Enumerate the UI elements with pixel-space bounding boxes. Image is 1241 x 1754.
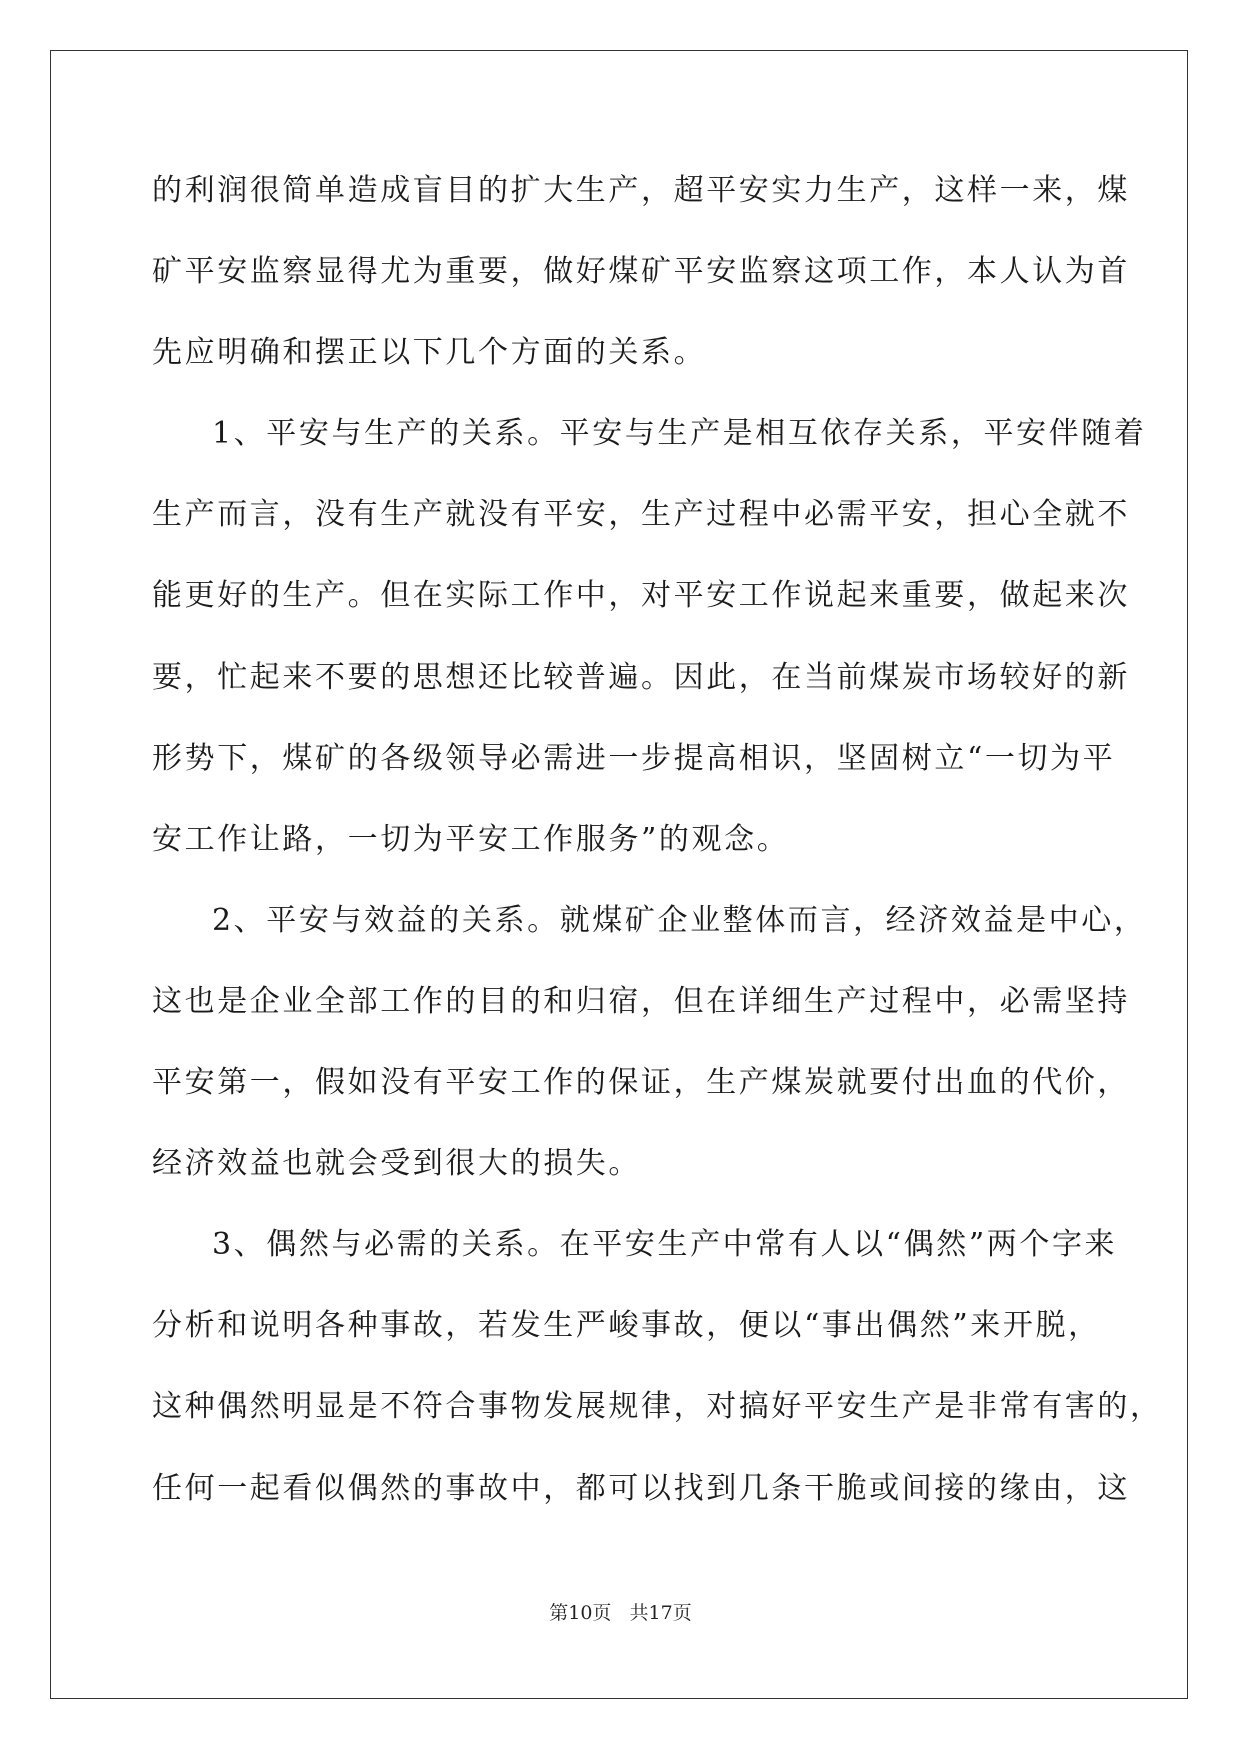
text-line: 形势下，煤矿的各级领导必需进一步提高相识，坚固树立“一切为平 (152, 740, 1116, 776)
text-line: 1、平安与生产的关系。平安与生产是相互依存关系，平安伴随着 (212, 416, 1147, 452)
text-line: 这种偶然明显是不符合事物发展规律，对搞好平安生产是非常有害的， (152, 1389, 1163, 1425)
text-line: 先应明确和摆正以下几个方面的关系。 (152, 335, 707, 371)
document-body (152, 150, 1163, 1529)
text-line: 任何一起看似偶然的事故中，都可以找到几条干脆或间接的缘由，这 (152, 1470, 1130, 1506)
text-line: 这也是企业全部工作的目的和归宿，但在详细生产过程中，必需坚持 (152, 983, 1130, 1019)
text-line: 2、平安与效益的关系。就煤矿企业整体而言，经济效益是中心， (212, 902, 1147, 938)
text-line: 要，忙起来不要的思想还比较普遍。因此，在当前煤炭市场较好的新 (152, 659, 1130, 695)
text-line: 生产而言，没有生产就没有平安，生产过程中必需平安，担心全就不 (152, 497, 1130, 533)
text-line: 3、偶然与必需的关系。在平安生产中常有人以“偶然”两个字来 (212, 1227, 1118, 1263)
text-line: 经济效益也就会受到很大的损失。 (152, 1146, 641, 1182)
text-line: 能更好的生产。但在实际工作中，对平安工作说起来重要，做起来次 (152, 578, 1130, 614)
text-line: 的利润很简单造成盲目的扩大生产，超平安实力生产，这样一来，煤 (152, 173, 1130, 208)
text-line: 分析和说明各种事故，若发生严峻事故，便以“事出偶然”来开脱， (152, 1308, 1101, 1344)
text-line: 平安第一，假如没有平安工作的保证，生产煤炭就要付出血的代价， (152, 1065, 1130, 1101)
text-line: 矿平安监察显得尤为重要，做好煤矿平安监察这项工作，本人认为首 (152, 254, 1130, 290)
page-number-footer: 第10页 共17页 (549, 1602, 692, 1624)
text-line: 安工作让路，一切为平安工作服务”的观念。 (152, 821, 790, 857)
